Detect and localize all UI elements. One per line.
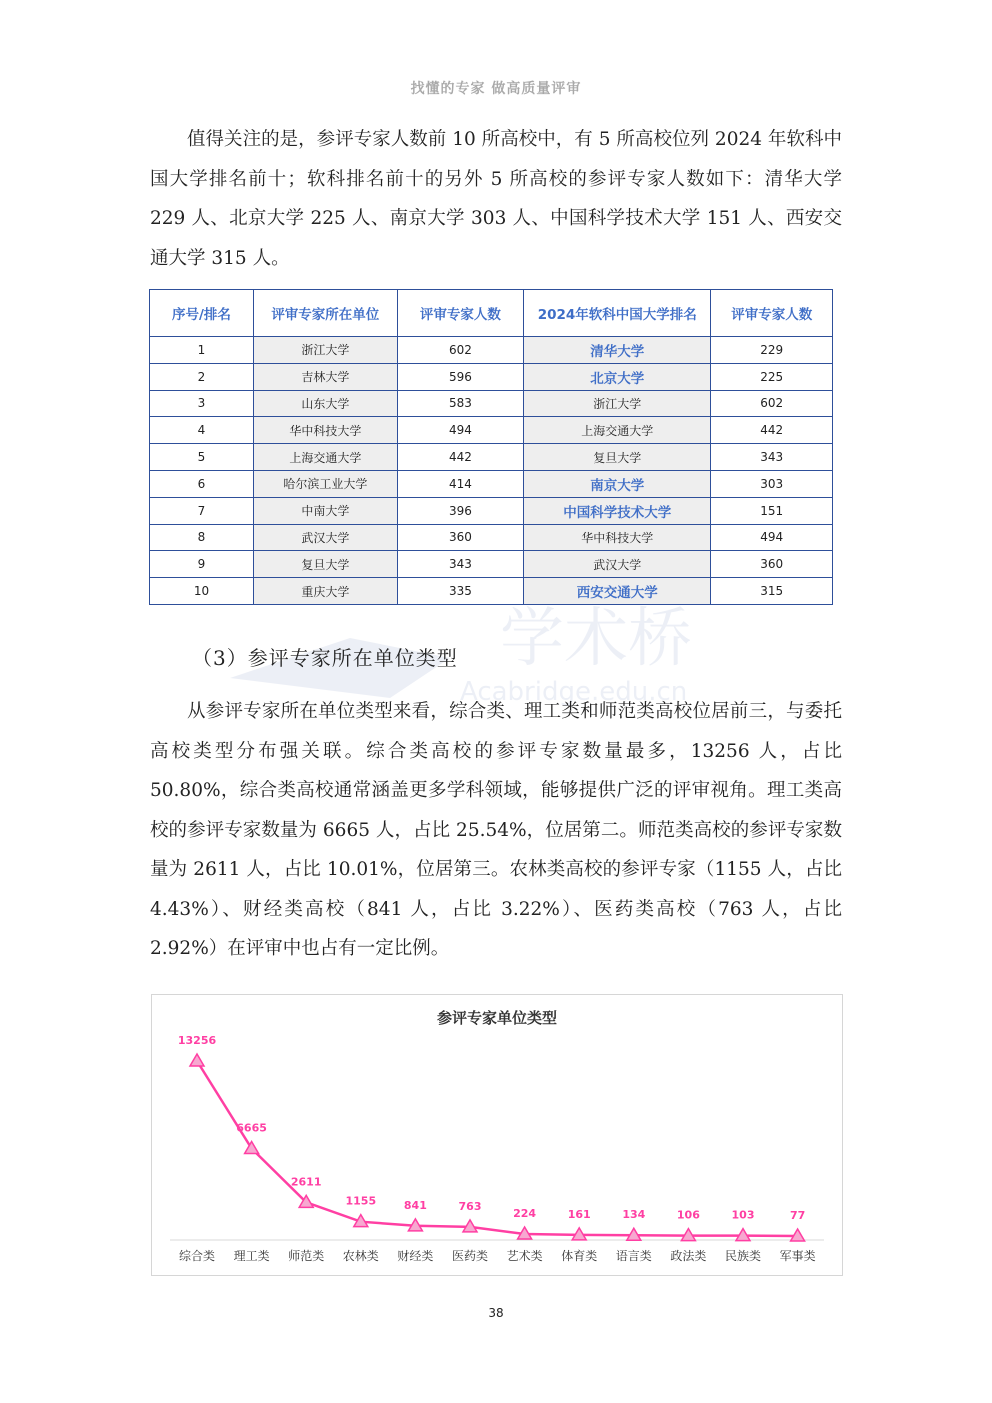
cell-rank: 5 xyxy=(150,444,254,471)
intro-paragraph xyxy=(150,120,842,278)
cell-unit: 华中科技大学 xyxy=(253,417,397,444)
cell-ruanke-count: 303 xyxy=(711,470,833,497)
cell-count: 335 xyxy=(397,578,523,605)
x-tick-label: 财经类 xyxy=(397,1249,434,1263)
watermark-url: Acabridge.edu.cn xyxy=(460,677,688,707)
watermark-text: 学术桥 xyxy=(500,602,692,676)
cell-unit: 山东大学 xyxy=(253,390,397,417)
data-label: 161 xyxy=(567,1207,591,1221)
col-header-rank: 序号/排名 xyxy=(150,290,254,337)
table-row xyxy=(150,444,833,471)
table-row xyxy=(150,497,833,524)
cell-ruanke-university: 南京大学 xyxy=(524,470,711,497)
analysis-paragraph-text: 从参评专家所在单位类型来看，综合类、理工类和师范类高校位居前三，与委托高校类型分布强关联。综合类高校的参评专家数量最多，13256 人，占比 50.80%，综合类高校通常涵盖更多学科领域，能够提供广泛的评审视角。理工类高校的参评专家数量为 6665 人，占比 25.54%，位居第二。师范类高校的参评专家数量为 2611 人，占比 10.01%，位居第三。农林类高校的参评专家（1155 人，占比 4.43%）、财经类高校（841 人，占比 3.22%）、医药类高校（763 人，占比 2.92%）在评审中也占有一定比例。 xyxy=(150,701,842,959)
data-label: 13256 xyxy=(177,1034,217,1047)
x-tick-label: 语言类 xyxy=(615,1249,652,1263)
table-row xyxy=(150,417,833,444)
table-header-row xyxy=(150,290,833,337)
cell-ruanke-count: 494 xyxy=(711,524,833,551)
cell-ruanke-university: 中国科学技术大学 xyxy=(524,497,711,524)
section-title: （3）参评专家所在单位类型 xyxy=(192,646,458,670)
cell-count: 494 xyxy=(397,417,523,444)
data-label: 2611 xyxy=(290,1175,322,1189)
cell-rank: 6 xyxy=(150,470,254,497)
cell-ruanke-university: 浙江大学 xyxy=(524,390,711,417)
cell-count: 596 xyxy=(397,363,523,390)
table-row xyxy=(150,551,833,578)
cell-unit: 上海交通大学 xyxy=(253,444,397,471)
cell-ruanke-count: 602 xyxy=(711,390,833,417)
table-row xyxy=(150,390,833,417)
cell-rank: 2 xyxy=(150,363,254,390)
chart-container xyxy=(151,994,843,1276)
cell-ruanke-university: 复旦大学 xyxy=(524,444,711,471)
cell-count: 343 xyxy=(397,551,523,578)
cell-ruanke-university: 北京大学 xyxy=(524,363,711,390)
cell-count: 360 xyxy=(397,524,523,551)
col-header-ruanke: 2024年软科中国大学排名 xyxy=(524,290,711,337)
x-tick-label: 综合类 xyxy=(178,1249,216,1263)
x-tick-label: 体育类 xyxy=(561,1249,598,1263)
cell-unit: 复旦大学 xyxy=(253,551,397,578)
cell-ruanke-count: 151 xyxy=(711,497,833,524)
data-label: 841 xyxy=(403,1198,427,1212)
x-tick-label: 医药类 xyxy=(451,1249,489,1263)
x-tick-label: 艺术类 xyxy=(506,1249,543,1263)
col-header-ruanke-count: 评审专家人数 xyxy=(711,290,833,337)
cell-unit: 武汉大学 xyxy=(253,524,397,551)
intro-paragraph-text: 值得关注的是，参评专家人数前 10 所高校中，有 5 所高校位列 2024 年软科中国大学排名前十；软科排名前十的另外 5 所高校的参评专家人数如下：清华大学 229 人、北京大学 225 人、南京大学 303 人、中国科学技术大学 151 人、西安交通大学 315 人。 xyxy=(150,129,842,269)
data-label: 103 xyxy=(731,1208,755,1222)
table-row xyxy=(150,470,833,497)
x-tick-label: 理工类 xyxy=(233,1249,270,1263)
data-label: 1155 xyxy=(345,1194,377,1208)
cell-ruanke-university: 西安交通大学 xyxy=(524,578,711,605)
cell-ruanke-university: 清华大学 xyxy=(524,337,711,364)
cell-ruanke-count: 315 xyxy=(711,578,833,605)
cell-unit: 浙江大学 xyxy=(253,337,397,364)
x-tick-label: 军事类 xyxy=(779,1249,816,1263)
cell-rank: 8 xyxy=(150,524,254,551)
page-number: 38 xyxy=(488,1306,504,1320)
data-point-marker xyxy=(190,1054,204,1066)
x-tick-label: 民族类 xyxy=(724,1249,762,1263)
cell-count: 414 xyxy=(397,470,523,497)
x-tick-label: 师范类 xyxy=(288,1249,325,1263)
table-row xyxy=(150,524,833,551)
cell-rank: 7 xyxy=(150,497,254,524)
table-row xyxy=(150,363,833,390)
data-label: 763 xyxy=(458,1199,482,1213)
x-tick-label: 政法类 xyxy=(670,1249,707,1263)
cell-ruanke-count: 343 xyxy=(711,444,833,471)
cell-count: 396 xyxy=(397,497,523,524)
data-label: 106 xyxy=(676,1208,700,1222)
page-header: 找懂的专家 做高质量评审 xyxy=(410,81,582,97)
cell-count: 442 xyxy=(397,444,523,471)
x-tick-label: 农林类 xyxy=(342,1249,379,1263)
cell-count: 583 xyxy=(397,390,523,417)
series-line xyxy=(197,1061,798,1236)
cell-rank: 4 xyxy=(150,417,254,444)
line-chart xyxy=(152,995,842,1275)
data-point-marker xyxy=(245,1142,259,1154)
data-label: 134 xyxy=(622,1208,646,1222)
cell-unit: 中南大学 xyxy=(253,497,397,524)
table-row xyxy=(150,337,833,364)
cell-ruanke-university: 上海交通大学 xyxy=(524,417,711,444)
cell-rank: 3 xyxy=(150,390,254,417)
cell-rank: 1 xyxy=(150,337,254,364)
cell-ruanke-count: 360 xyxy=(711,551,833,578)
cell-ruanke-count: 225 xyxy=(711,363,833,390)
analysis-paragraph xyxy=(150,692,842,969)
cell-unit: 重庆大学 xyxy=(253,578,397,605)
col-header-count: 评审专家人数 xyxy=(397,290,523,337)
cell-rank: 9 xyxy=(150,551,254,578)
cell-ruanke-count: 442 xyxy=(711,417,833,444)
cell-unit: 哈尔滨工业大学 xyxy=(253,470,397,497)
chart-title: 参评专家单位类型 xyxy=(436,1009,558,1027)
cell-rank: 10 xyxy=(150,578,254,605)
cell-count: 602 xyxy=(397,337,523,364)
ranking-table xyxy=(149,289,833,605)
col-header-unit: 评审专家所在单位 xyxy=(253,290,397,337)
cell-ruanke-university: 华中科技大学 xyxy=(524,524,711,551)
cell-ruanke-count: 229 xyxy=(711,337,833,364)
cell-unit: 吉林大学 xyxy=(253,363,397,390)
data-label: 77 xyxy=(789,1208,806,1222)
table-row xyxy=(150,578,833,605)
data-label: 6665 xyxy=(236,1121,267,1135)
cell-ruanke-university: 武汉大学 xyxy=(524,551,711,578)
data-label: 224 xyxy=(513,1207,537,1221)
